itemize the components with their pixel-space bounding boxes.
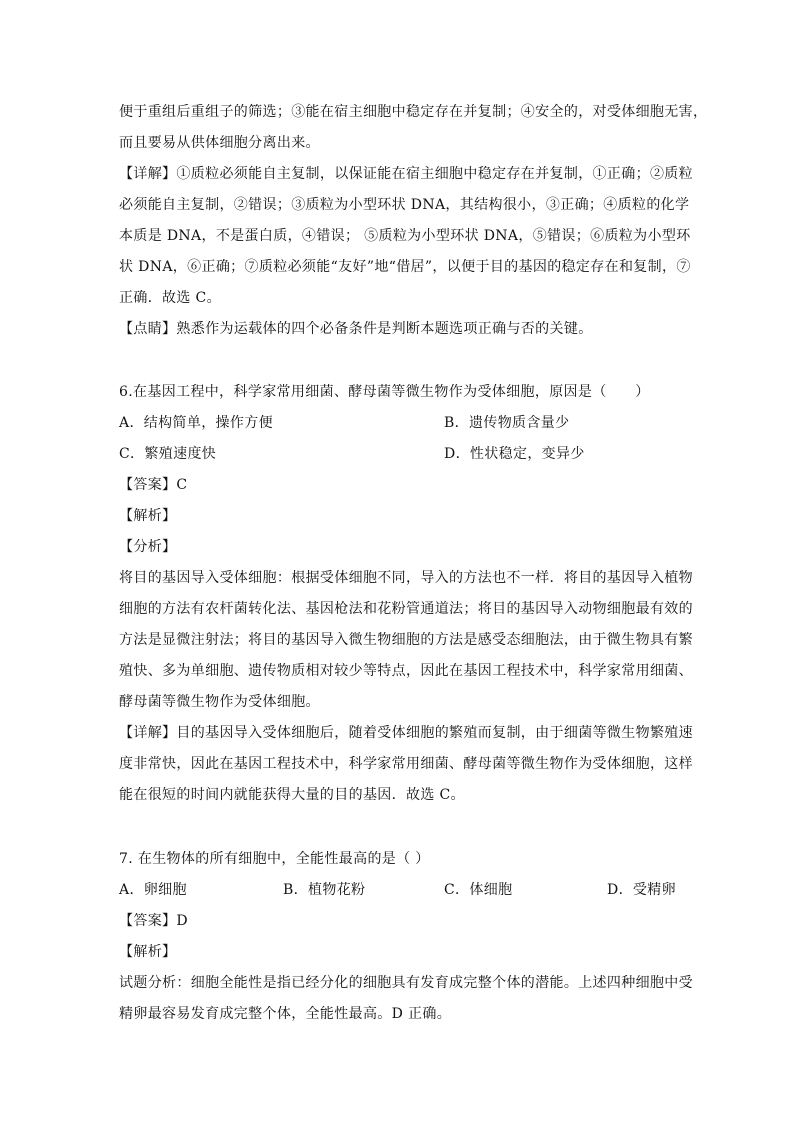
question-stem: 6.在基因工程中，科学家常用细菌、酵母菌等微生物作为受体细胞，原因是（ ） [119,384,650,400]
option-c: C．体细胞 [444,882,513,898]
question-stem: 7. 在生物体的所有细胞中，全能性最高的是（ ） [119,851,430,867]
analysis-line: 细胞的方法有农杆菌转化法、基因枪法和花粉管通道法；将目的基因导入动物细胞最有效的 [119,601,693,617]
detail-line: 【详解】①质粒必须能自主复制，以保证能在宿主细胞中稳定存在并复制，①正确；②质粒 [119,166,693,182]
answer: 【答案】C [119,477,188,493]
option-c: C．繁殖速度快 [119,446,217,462]
key-point: 【点睛】熟悉作为运载体的四个必备条件是判断本题选项正确与否的关键。 [119,321,593,337]
detail-line: 正确．故选 C。 [119,290,221,306]
option-a: A．卵细胞 [119,882,187,898]
option-b: B．植物花粉 [283,882,366,898]
detail-line: 必须能自主复制，②错误；③质粒为小型环状 DNA，其结构很小，③正确；④质粒的化学 [119,197,690,213]
analysis-line: 精卵最容易发育成完整个体，全能性最高。D 正确。 [119,1006,452,1022]
analysis-line: 殖快、多为单细胞、遗传物质相对较少等特点，因此在基因工程技术中，科学家常用细菌、 [119,663,693,679]
option-b: B．遗传物质含量少 [444,415,570,431]
answer: 【答案】D [119,913,188,929]
text-line: 而且要易从供体细胞分离出来。 [119,135,320,151]
detail-line: 能在很短的时间内就能获得大量的目的基因．故选 C。 [119,787,465,803]
detail-line: 【详解】目的基因导入受体细胞后，随着受体细胞的繁殖而复制，由于细菌等微生物繁殖速 [119,725,693,741]
detail-line: 本质是 DNA，不是蛋白质，④错误； ⑤质粒为小型环状 DNA，⑤错误；⑥质粒为小型环 [119,228,691,244]
option-a: A．结构简单，操作方便 [119,415,273,431]
fenxi-heading: 【分析】 [119,539,177,555]
analysis-line: 将目的基因导入受体细胞：根据受体细胞不同，导入的方法也不一样．将目的基因导入植物 [119,570,693,586]
analysis-line: 试题分析：细胞全能性是指已经分化的细胞具有发育成完整个体的潜能。上述四种细胞中受 [119,975,693,991]
jiexi-heading: 【解析】 [119,508,177,524]
option-d: D．性状稳定，变异少 [444,446,585,462]
detail-line: 状 DNA，⑥正确；⑦质粒必须能“友好”地“借居”，以便于目的基因的稳定存在和复制，⑦ [119,259,691,275]
jiexi-heading: 【解析】 [119,944,177,960]
detail-line: 度非常快，因此在基因工程技术中，科学家常用细菌、酵母菌等微生物作为受体细胞，这样 [119,756,693,772]
text-line: 便于重组后重组子的筛选；③能在宿主细胞中稳定存在并复制；④安全的，对受体细胞无害， [119,104,708,120]
option-d: D．受精卵 [607,882,676,898]
analysis-line: 酵母菌等微生物作为受体细胞。 [119,694,320,710]
analysis-line: 方法是显微注射法；将目的基因导入微生物细胞的方法是感受态细胞法，由于微生物具有繁 [119,632,693,648]
